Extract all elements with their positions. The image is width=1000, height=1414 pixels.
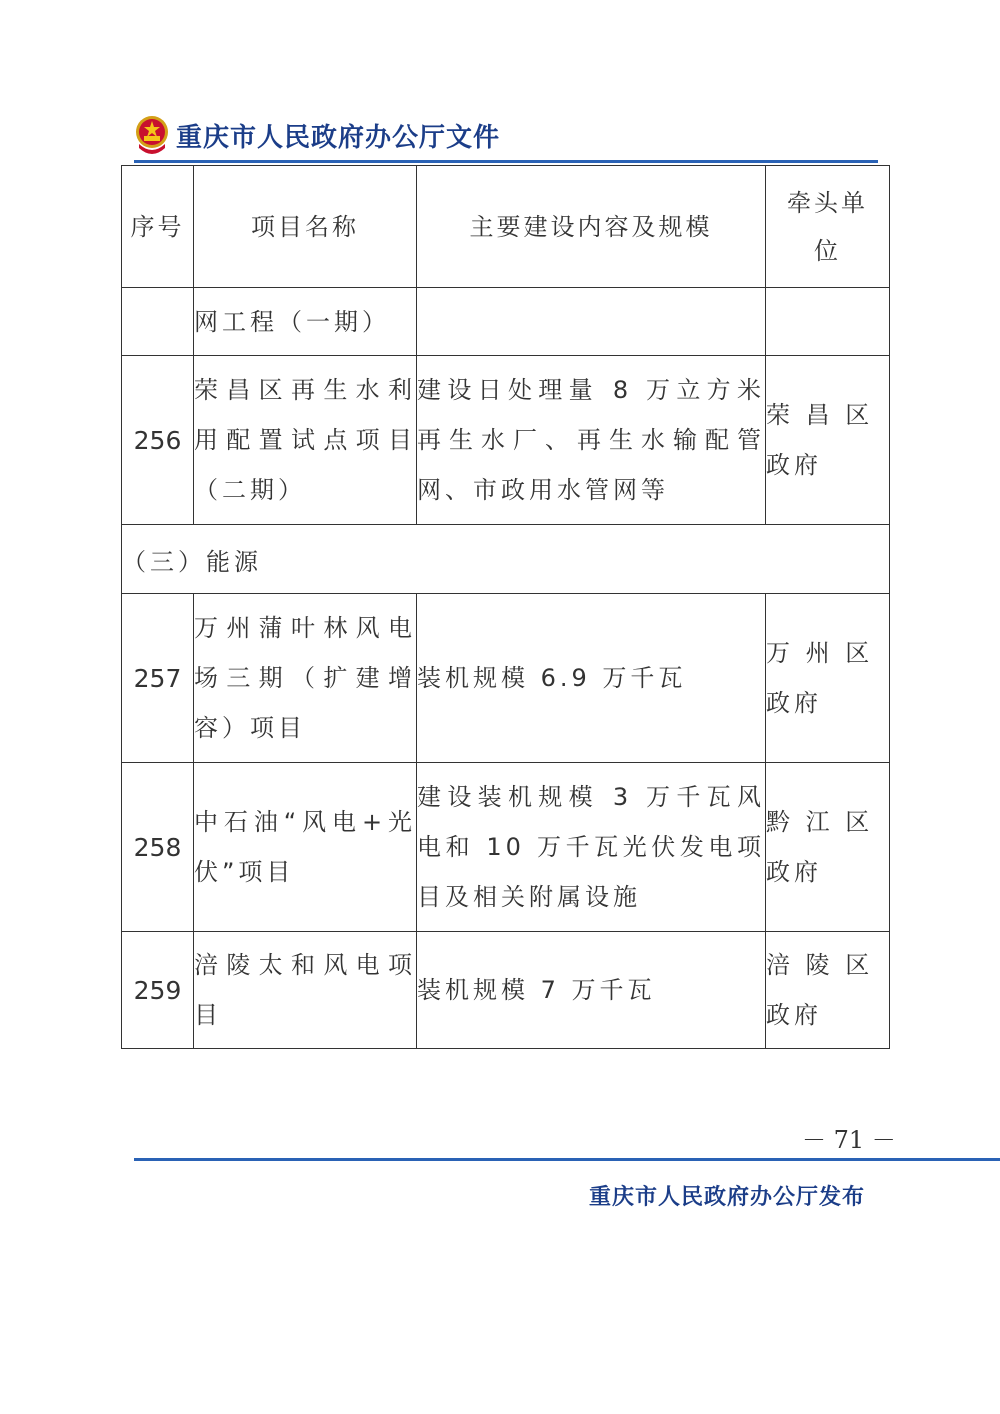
national-emblem-icon [134,114,170,156]
section-heading: （三）能源 [122,525,890,594]
row-project-name: 中石油“风电+光伏”项目 [194,763,417,932]
section-row [122,525,890,594]
row-project-name: 万州蒲叶林风电场三期（扩建增容）项目 [194,594,417,763]
row-lead-unit [766,288,890,356]
column-header-name: 项目名称 [194,166,417,288]
row-num: 256 [122,356,194,525]
row-num: 259 [122,932,194,1049]
row-num: 257 [122,594,194,763]
footer-divider [134,1158,1000,1161]
table-row [122,932,890,1049]
table-row [122,288,890,356]
header-divider [134,160,878,163]
row-num [122,288,194,356]
row-lead-unit: 涪 陵 区 政府 [766,932,890,1049]
table-row [122,356,890,525]
header-title: 重庆市人民政府办公厅文件 [176,122,501,153]
row-lead-unit: 万 州 区 政府 [766,594,890,763]
column-header-num: 序号 [122,166,194,288]
row-lead-unit: 黔 江 区 政府 [766,763,890,932]
table-row [122,763,890,932]
table-header-row [122,166,890,288]
row-content: 建设日处理量 8 万立方米再生水厂、再生水输配管网、市政用水管网等 [417,356,766,525]
column-header-content: 主要建设内容及规模 [417,166,766,288]
column-header-unit: 牵头单位 [766,166,890,288]
row-content [417,288,766,356]
row-project-name: 荣昌区再生水利用配置试点项目（二期） [194,356,417,525]
row-lead-unit: 荣 昌 区 政府 [766,356,890,525]
table-row [122,594,890,763]
page-number: － 71 － [802,1126,896,1154]
row-content: 装机规模 6.9 万千瓦 [417,594,766,763]
row-project-name: 网工程（一期） [194,288,417,356]
row-num: 258 [122,763,194,932]
publisher-footer: 重庆市人民政府办公厅发布 [588,1185,865,1210]
row-content: 装机规模 7 万千瓦 [417,932,766,1049]
row-content: 建设装机规模 3 万千瓦风电和 10 万千瓦光伏发电项目及相关附属设施 [417,763,766,932]
row-project-name: 涪陵太和风电项目 [194,932,417,1049]
document-header [134,110,500,160]
project-table [121,165,890,1049]
